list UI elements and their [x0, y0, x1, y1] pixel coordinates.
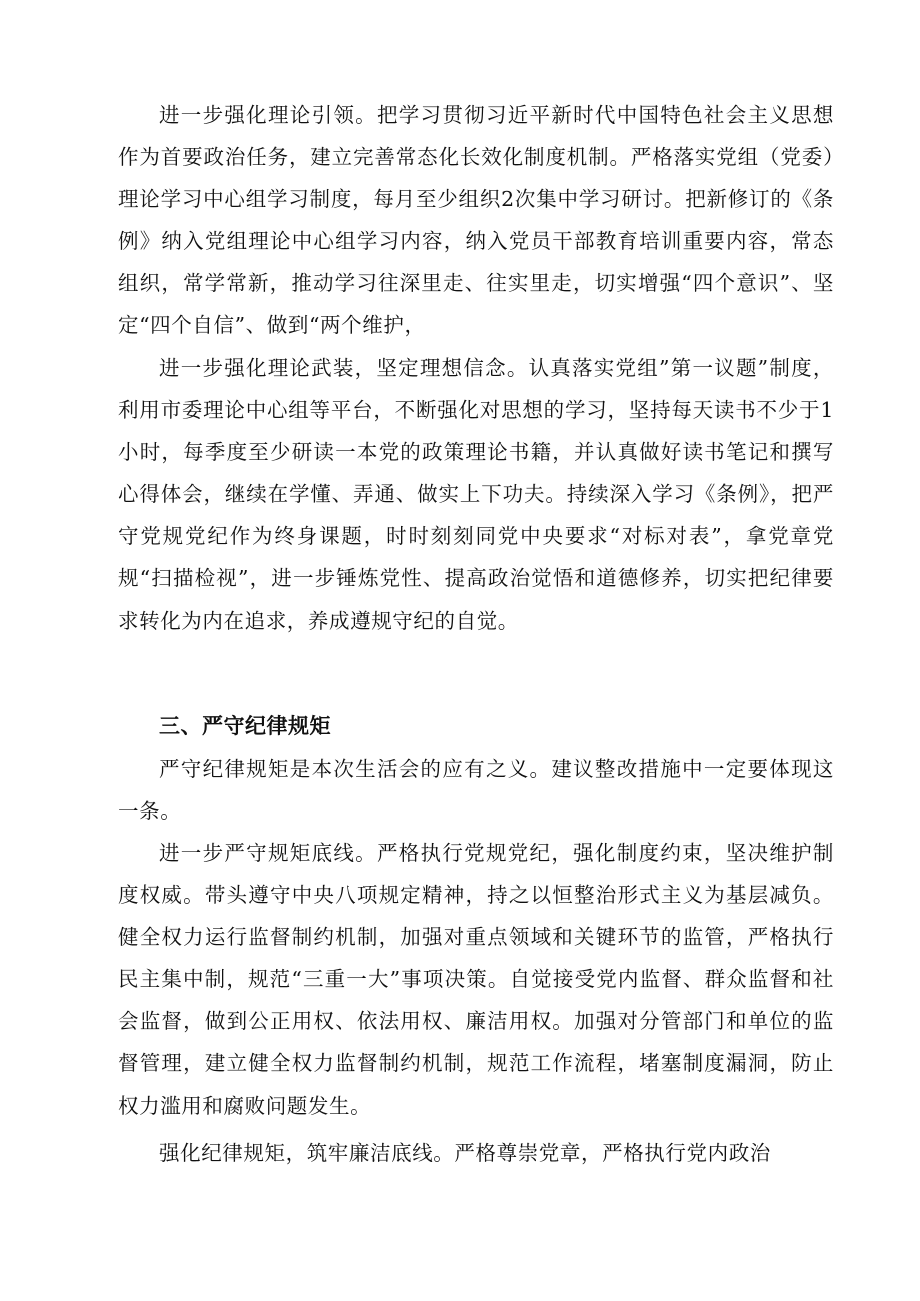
paragraph-rules-bottom-line: 进一步严守规矩底线。严格执行党规党纪，强化制度约束，坚决维护制度权威。带头遵守中央八项规定精神，持之以恒整治形式主义为基层减负。健全权力运行监督制约机制，加强对重点领域和关键环节的监管，严格执行民主集中制，规范“三重一大”事项决策。自觉接受党内监督、群众监督和社会监督，做到公正用权、依法用权、廉洁用权。加强对分管部门和单位的监督管理，建立健全权力监督制约机制，规范工作流程，堵塞制度漏洞，防止权力滥用和腐败问题发生。	[118, 841, 834, 1118]
paragraph-integrity-bottom-line: 强化纪律规矩，筑牢廉洁底线。严格尊崇党章，严格执行党内政治	[159, 1141, 771, 1165]
section-heading: 三、严守纪律规矩	[159, 714, 331, 738]
paragraph-theory-guidance: 进一步强化理论引领。把学习贯彻习近平新时代中国特色社会主义思想作为首要政治任务，建立完善常态化长效化制度机制。严格落实党组（党委）理论学习中心组学习制度，每月至少组织2次集中学习研讨。把新修订的《条例》纳入党组理论中心组学习内容，纳入党员干部教育培训重要内容，常态组织，常学常新，推动学习往深里走、往实里走，切实增强“四个意识”、坚定“四个自信”、做到“两个维护，	[118, 103, 834, 338]
paragraph-discipline-intro: 严守纪律规矩是本次生活会的应有之义。建议整改措施中一定要体现这一条。	[118, 757, 834, 824]
paragraph-theory-armament: 进一步强化理论武装，坚定理想信念。认真落实党组”第一议题”制度，利用市委理论中心组等平台，不断强化对思想的学习，坚持每天读书不少于1小时，每季度至少研读一本党的政策理论书籍，并认真做好读书笔记和撰写心得体会，继续在学懂、弄通、做实上下功夫。持续深入学习《条例》，把严守党规党纪作为终身课题，时时刻刻同党中央要求“对标对表”，拿党章党规“扫描检视”，进一步锤炼党性、提高政治觉悟和道德修养，切实把纪律要求转化为内在追求，养成遵规守纪的自觉。	[118, 356, 834, 633]
